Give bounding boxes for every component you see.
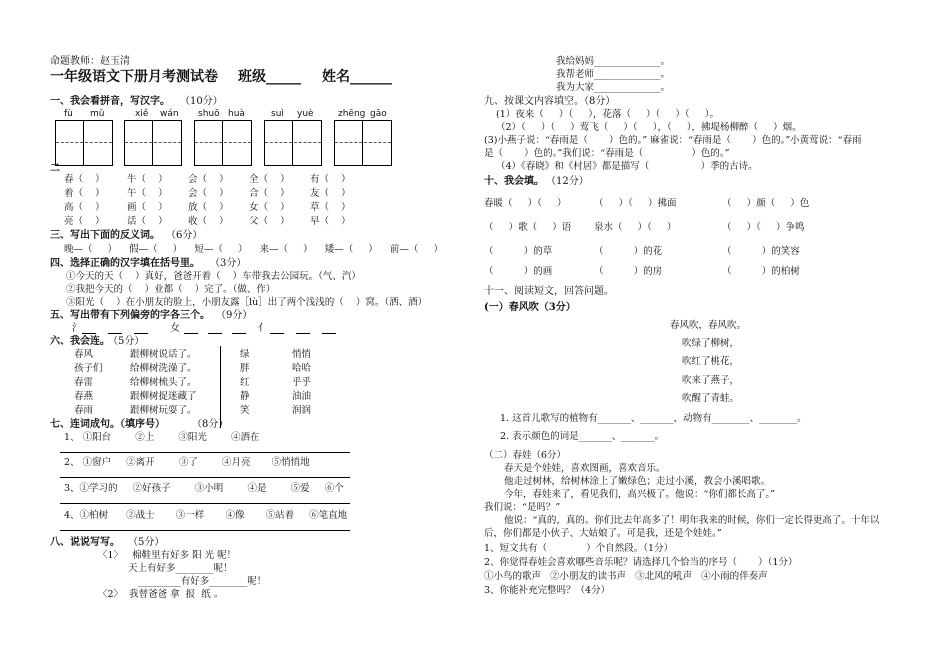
passage-2-title: （二）春娃（6分） — [484, 450, 567, 461]
passage-text: 今年，春娃来了，看见我们，高兴极了。他说：“你们都长高了。” — [504, 489, 775, 500]
class-label: 班级_____ — [238, 69, 301, 85]
passage-text: 我们说：“是吗？” — [484, 502, 561, 513]
write-line: _________有好多________呢！ — [138, 576, 267, 587]
word-cell: 高（ ） — [64, 202, 105, 213]
write-line: 〈1〉 棉鞋里有好多 阳 光 呢！ — [98, 550, 237, 561]
antonym-line: 晚—（ ） 假—（ ） 短—（ ） 来—（ ） 矮—（ ） 前—（ ） — [64, 244, 443, 255]
section-7-points: （8分） — [192, 419, 229, 430]
radical: 女 — [170, 323, 180, 334]
choice-line: ③阳光（ ）在小朋友的脸上，小朋友露［lù］出了两个浅浅的（ ）窝。（洒、酒） — [66, 297, 428, 308]
pinyin: fù — [64, 109, 73, 119]
fill-cell: （ ）（ ）拂面 — [594, 198, 677, 209]
word-cell: 父（ ） — [249, 216, 290, 227]
word-cell: 放（ ） — [188, 202, 229, 213]
section-11-title: 十一、阅读短文，回答问题。 — [484, 286, 614, 297]
match-item[interactable]: 跟柳树玩耍了。 — [130, 405, 197, 416]
match-item[interactable]: 跟柳树捉迷藏了 — [130, 391, 197, 402]
pinyin: shuō — [198, 109, 220, 119]
pinyin: xiě — [135, 109, 149, 119]
word-cell: 牛（ ） — [127, 174, 168, 185]
writing-box[interactable] — [194, 120, 252, 166]
fill-line: (3)小燕子说：“春雨是（ ）色的。” 麻雀说：“春雨是（ ）色的。”小黄莺说：“春雨 — [484, 135, 862, 146]
word-cell: 午（ ） — [127, 188, 168, 199]
pinyin: huà — [228, 109, 245, 119]
poem-line: 吹绿了柳树， — [682, 338, 740, 349]
match-item[interactable]: 孩子们 — [74, 363, 103, 374]
fill-line: （4）《春晓》和《村居》都是描写（ ）季的古诗。 — [496, 161, 758, 172]
word-cell: 会（ ） — [188, 174, 229, 185]
passage-text: 后，你们都是小伙子、大姑娘了。可是我，还是个娃娃。” — [484, 528, 722, 539]
fill-cell: （ ）（ ）争鸣 — [722, 222, 805, 233]
word-cell: 话（ ） — [127, 216, 168, 227]
section-4-title: 四、选择正确的汉字填在括号里。 — [50, 258, 200, 269]
pinyin: yuè — [297, 109, 314, 119]
passage-text: 春天是个娃娃，喜欢图画，喜欢音乐。 — [504, 463, 666, 474]
match-item[interactable]: 静 — [240, 391, 250, 402]
match-item[interactable]: 给柳树梳头了。 — [130, 377, 197, 388]
match-item[interactable]: 胖 — [240, 363, 250, 374]
match-item[interactable]: 春雨 — [74, 405, 94, 416]
match-item[interactable]: 绿 — [240, 349, 250, 360]
word-cell: 收（ ） — [188, 216, 229, 227]
passage-text: 他走过树林，给树林涂上了嫩绿色；走过小溪，教会小溪唱歌。 — [504, 476, 771, 487]
match-item[interactable]: 红 — [240, 377, 250, 388]
page-title: 一年级语文下册月考测试卷 — [50, 69, 218, 85]
match-item[interactable]: 春风 — [74, 349, 94, 360]
question-line: 2、你觉得春娃会喜欢哪些音乐呢？请选择几个恰当的序号（ ）（1分） — [484, 557, 798, 568]
section-3-title: 三、写出下面的反义词。 — [50, 230, 160, 241]
section-6-points: （5分） — [108, 336, 145, 347]
sentence-item: 3、①学习的 ②好孩子 ③小明 ④是 ⑤爱 ⑥个 — [64, 483, 344, 494]
sentence-item: 1、 ①阳台 ②上 ③阳光 ④洒在 — [64, 432, 260, 443]
writing-box[interactable] — [124, 120, 182, 166]
section-8-title: 八、说说写写。 — [50, 537, 120, 548]
pinyin: gāo — [370, 109, 387, 119]
word-cell: 着（ ） — [64, 188, 105, 199]
fill-cell: （ ）的笑容 — [722, 246, 800, 257]
section-4-points: （3分） — [210, 258, 247, 269]
question-line: 3、你能补充完整吗？（4分） — [484, 585, 611, 596]
poem-line: 吹来了燕子， — [682, 375, 740, 386]
fill-cell: 春暖（ ）（ ） — [484, 198, 567, 209]
writing-box[interactable] — [264, 120, 322, 166]
word-cell: 全（ ） — [249, 174, 290, 185]
word-cell: 草（ ） — [310, 202, 351, 213]
fill-cell: （ ）歌（ ）语 — [484, 222, 572, 233]
word-cell: 早（ ） — [310, 216, 351, 227]
word-cell: 春（ ） — [64, 174, 105, 185]
section-5-points: （9分） — [216, 310, 253, 321]
word-cell: 会（ ） — [188, 188, 229, 199]
fill-cell: （ ）颜（ ）色 — [722, 198, 810, 209]
match-item[interactable]: 油油 — [292, 391, 312, 402]
match-item[interactable]: 春燕 — [74, 391, 94, 402]
section-5-title: 五、写出带有下列偏旁的字各三个。 — [50, 310, 210, 321]
section-1-title: 一、我会看拼音，写汉字。 — [50, 96, 170, 107]
section-2-prefix: 二 — [50, 163, 60, 174]
sentence-item: 2、 ①窗户 ②离开 ③了 ④月亮 ⑤悄悄地 — [64, 457, 310, 468]
match-item[interactable]: 跟柳树说话了。 — [130, 349, 197, 360]
pinyin: suì — [271, 109, 284, 119]
match-item[interactable]: 给柳树洗澡了。 — [130, 363, 197, 374]
section-9-title: 九、按课文内容填空。（8分） — [484, 96, 616, 107]
radical: 氵 — [72, 323, 82, 334]
fill-line: （2）（ ）（ ）莺飞（ ）（ ），（ ），拂堤杨柳醉（ ）烟。 — [496, 122, 802, 133]
section-6-title: 六、我会连。 — [50, 336, 110, 347]
section-7-title: 七、连词成句。（填序号） — [50, 419, 165, 430]
question-line: 1、短文共有（ ）个自然段。（1分） — [484, 543, 674, 554]
fill-cell: （ ）的柏树 — [722, 266, 800, 277]
poem-line: 吹红了桃花， — [682, 356, 740, 367]
fill-cell: 泉水（ ）（ ） — [594, 222, 677, 233]
sentence-item: 4、①柏树 ②战士 ③一样 ④像 ⑤站着 ⑥笔直地 — [64, 510, 348, 521]
word-cell: 亮（ ） — [64, 216, 105, 227]
fill-line: 我帮老师______________。 — [556, 69, 671, 80]
section-8-points: （5分） — [128, 537, 165, 548]
question-line: 2. 表示颜色的词是_______、_______。 — [500, 431, 665, 442]
word-cell: 女（ ） — [249, 202, 290, 213]
pinyin: mǔ — [90, 109, 105, 119]
passage-text: 他说：“真的，真的。你们比去年高多了！明年我来的时候，你们一定长得更高了。十年以 — [504, 515, 880, 526]
match-item[interactable]: 春雷 — [74, 377, 94, 388]
radical: 亻 — [258, 323, 268, 334]
fill-line: (1）夜来（ ）（ ），花落（ ）（ ）（ ）。 — [496, 109, 719, 120]
match-item[interactable]: 哈哈 — [292, 363, 312, 374]
choice-line: ①今天的天（ ）真好，爸爸开着（ ）车带我去公园玩。（气、汽） — [66, 271, 361, 282]
question-line: ①小鸟的歌声 ②小朋友的读书声 ③北风的吼声 ④小雨的伴奏声 — [484, 571, 768, 582]
match-item[interactable]: 笑 — [240, 405, 250, 416]
pinyin: zhēng — [338, 109, 366, 119]
fill-cell: （ ）的草 — [484, 246, 553, 257]
section-1-points: （10分） — [180, 96, 223, 107]
word-cell: 画（ ） — [127, 202, 168, 213]
fill-cell: （ ）的房 — [594, 266, 663, 277]
poem-line: 春风吹，春风吹。 — [670, 320, 747, 331]
match-item[interactable]: 乎乎 — [292, 377, 312, 388]
section-10-points: （12分） — [546, 176, 589, 187]
word-cell: 有（ ） — [310, 174, 351, 185]
write-line: 天上有好多________呢！ — [128, 563, 233, 574]
fill-line: 我为大家______________。 — [556, 82, 671, 93]
word-cell: 友（ ） — [310, 188, 351, 199]
fill-cell: （ ）的画 — [484, 266, 553, 277]
word-cell: 合（ ） — [249, 188, 290, 199]
passage-1-title: (一）春风吹（3分） — [484, 302, 576, 313]
fill-line: 是（ ）色的。”我们说：“春雨是（ ）色的。” — [484, 148, 730, 159]
teacher-name: 命题教师：赵玉清 — [50, 56, 130, 67]
poem-line: 吹醒了青蛙。 — [682, 393, 740, 404]
write-line: 〈2〉 我替爸爸 拿 报 纸 。 — [98, 589, 224, 600]
match-item[interactable]: 悄悄 — [292, 349, 312, 360]
section-3-points: （6分） — [166, 230, 203, 241]
fill-line: 我给妈妈______________。 — [556, 56, 671, 67]
name-label: 姓名______ — [322, 69, 392, 85]
question-line: 1. 这首儿歌写的植物有_______、_______，动物有________、________。 — [500, 413, 807, 424]
match-item[interactable]: 润润 — [292, 405, 312, 416]
section-10-title: 十、我会填。 — [484, 176, 544, 187]
writing-box[interactable] — [55, 120, 113, 166]
fill-cell: （ ）的花 — [594, 246, 663, 257]
writing-box[interactable] — [334, 120, 392, 166]
pinyin: wán — [160, 109, 179, 119]
choice-line: ②我把今天的（ ）业都（ ）完了。（做、作） — [66, 284, 276, 295]
